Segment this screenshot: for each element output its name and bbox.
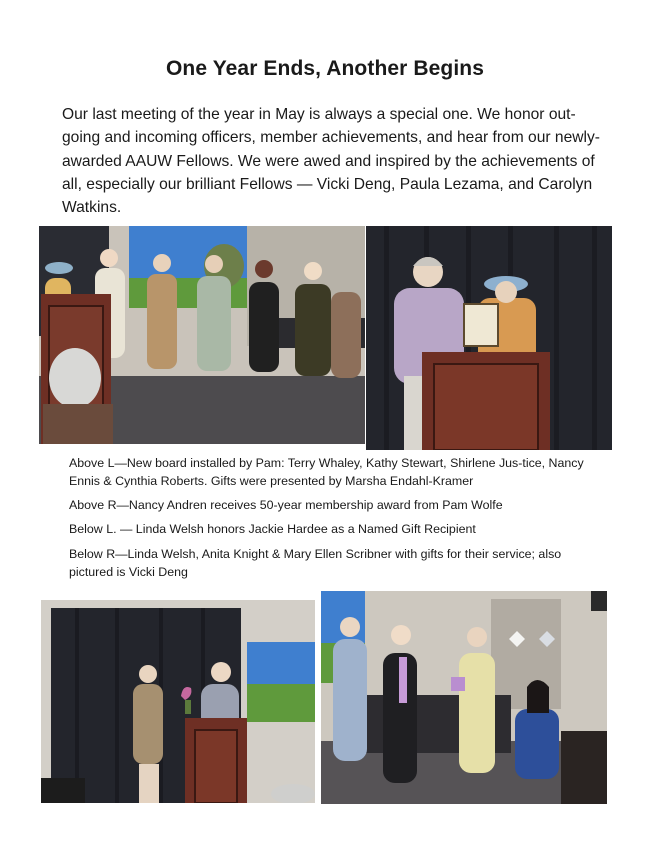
page-title: One Year Ends, Another Begins <box>166 57 484 80</box>
photo-50-year-award <box>366 226 612 450</box>
intro-paragraph: Our last meeting of the year in May is always a special one. We honor out-going and incoming officers, member achievements, and hear from our newly-awarded AAUW Fellows. We were awed and inspired by the achievements of all, especially our brilliant Fellows — Vicki Deng, Paula Lezama, and Carolyn Watkins. <box>62 106 600 217</box>
caption-above-right: Above R—Nancy Andren receives 50-year membership award from Pam Wolfe <box>69 498 503 512</box>
caption-below-left: Below L. — Linda Welsh honors Jackie Hardee as a Named Gift Recipient <box>69 522 476 536</box>
photo-service-gifts <box>321 591 607 804</box>
photo-named-gift-recipient <box>41 600 315 803</box>
caption-below-right: Below R—Linda Welsh, Anita Knight & Mary Ellen Scribner with gifts for their service; also pictured is Vicki Deng <box>69 547 562 579</box>
photo-board-installation <box>39 226 365 444</box>
caption-above-left: Above L—New board installed by Pam: Terry Whaley, Kathy Stewart, Shirlene Jus-tice, Nancy Ennis & Cynthia Roberts. Gifts were presented by Marsha Endahl-Kramer <box>69 456 584 488</box>
